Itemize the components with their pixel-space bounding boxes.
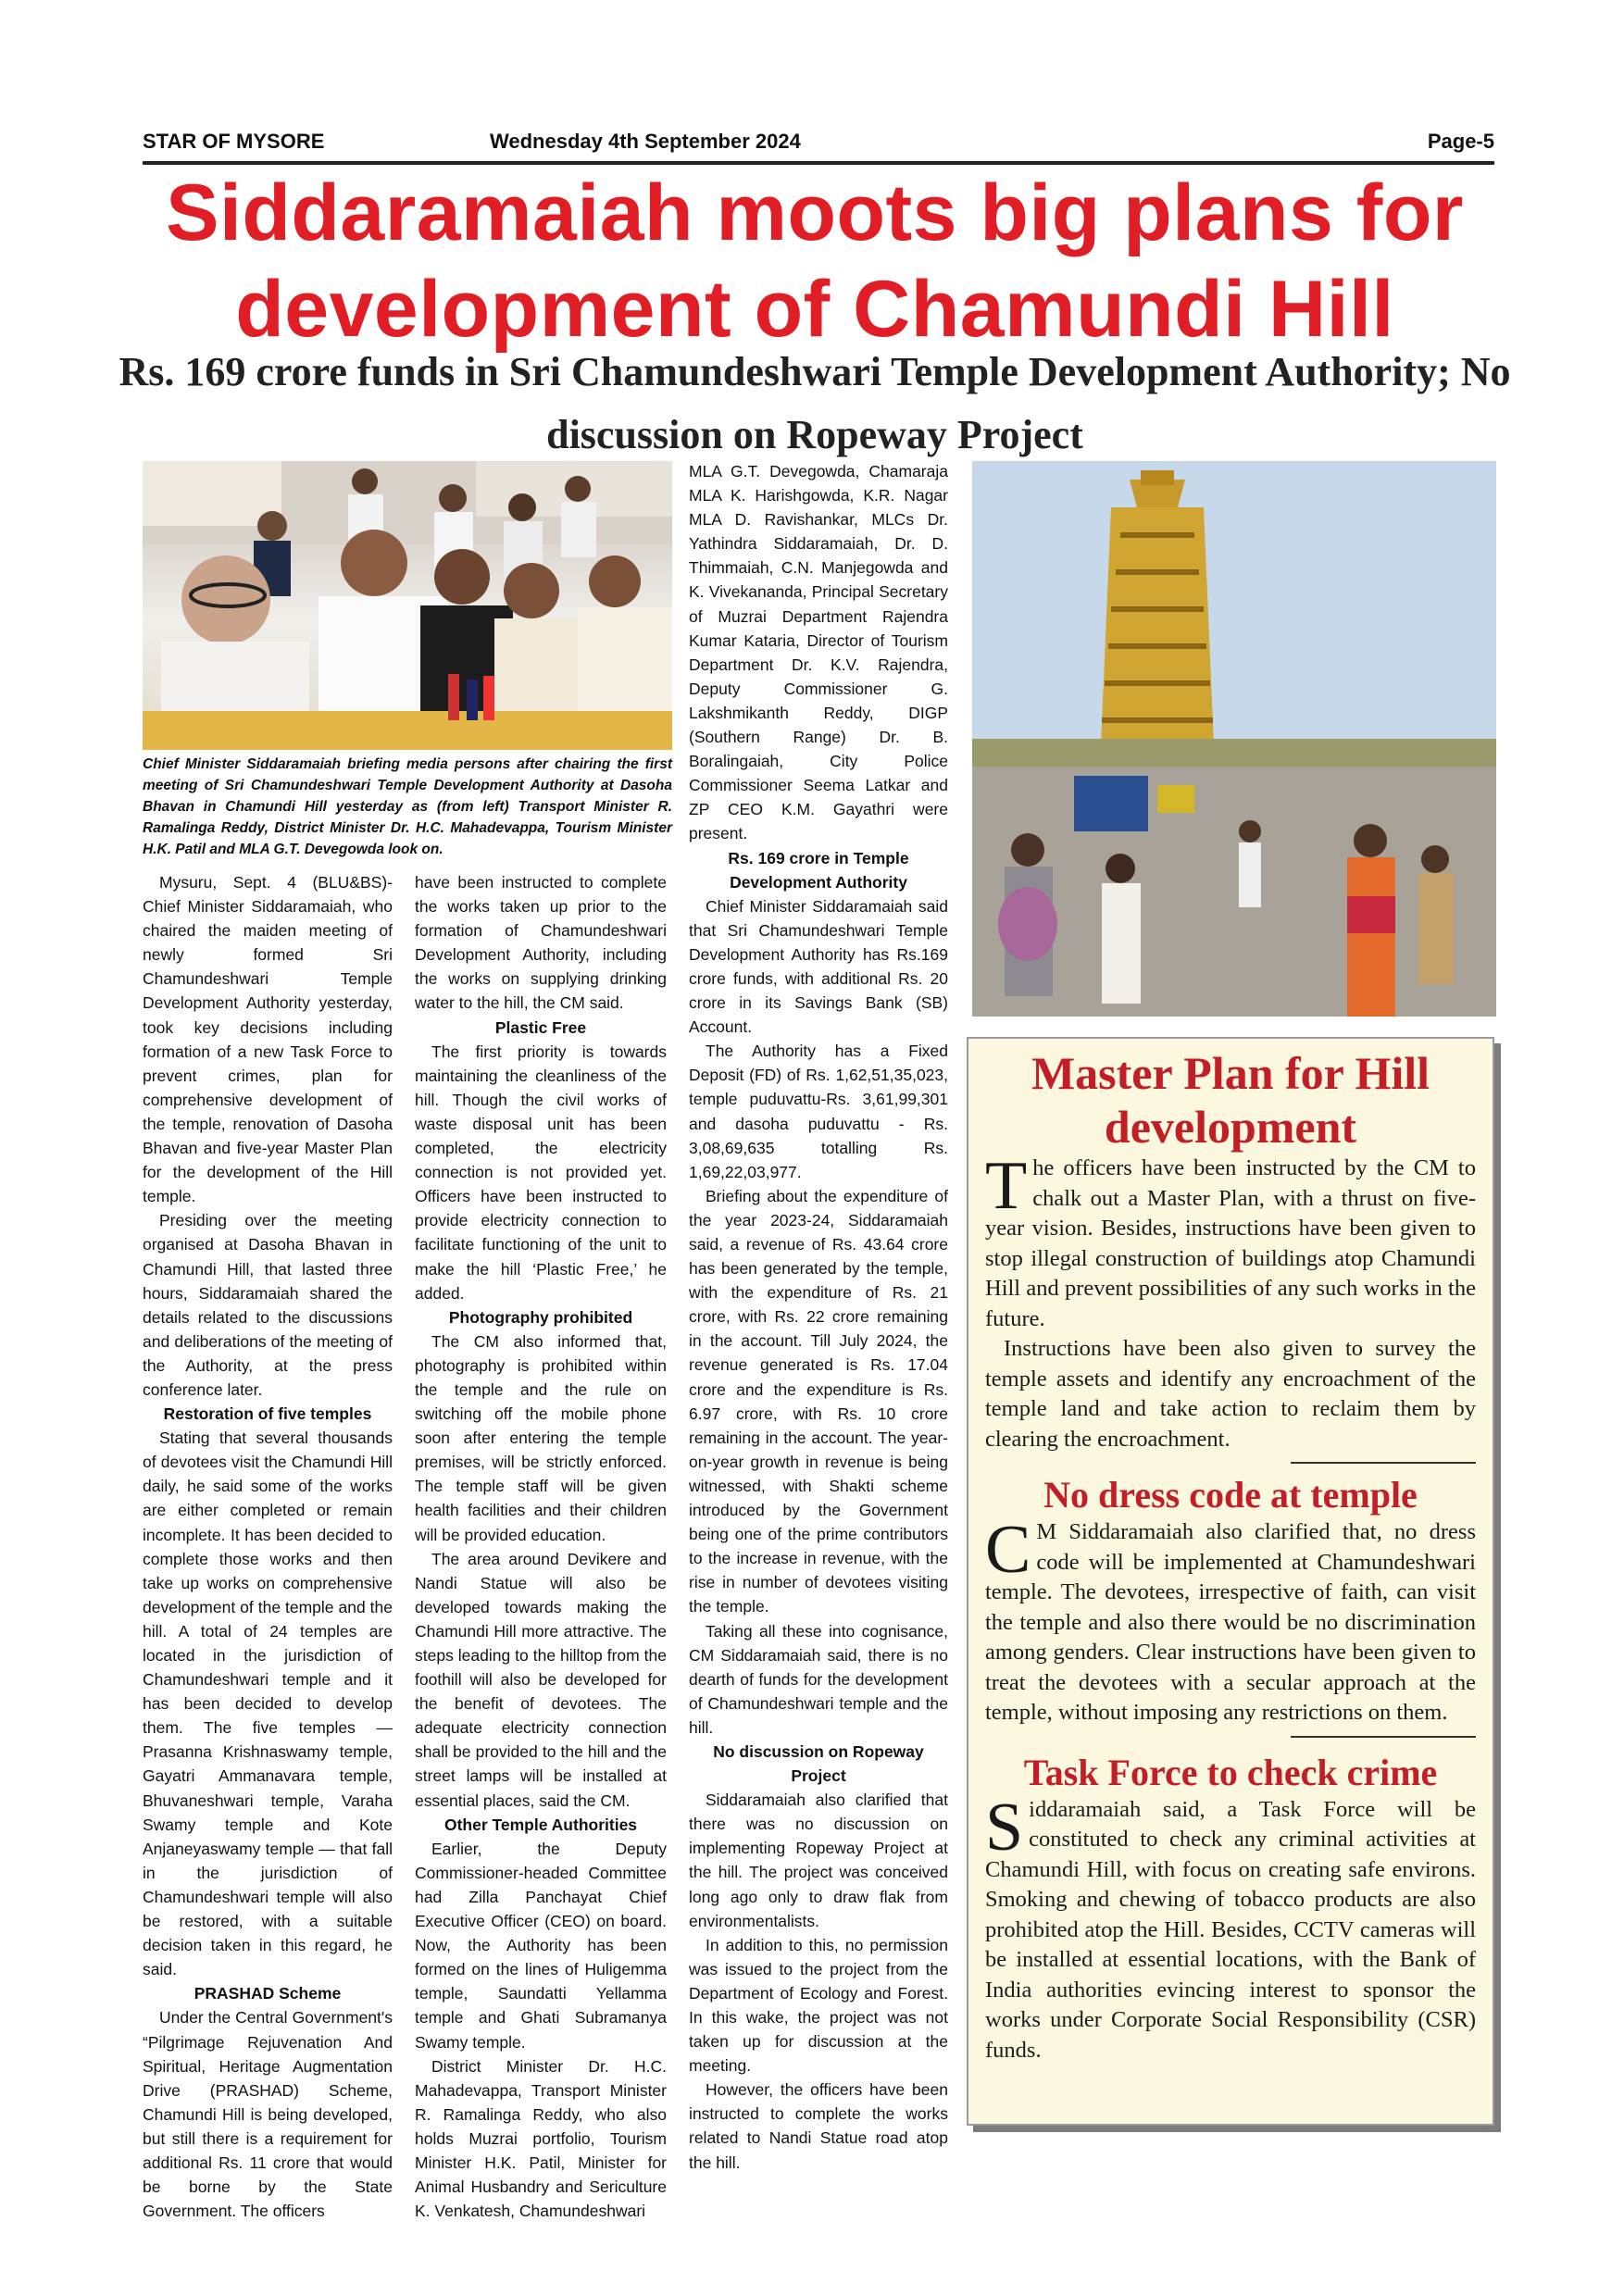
section-heading: Rs. 169 crore in Temple Development Authority xyxy=(728,848,909,892)
sidebar-title-task-force: Task Force to check crime xyxy=(1023,1751,1438,1793)
article-column-1 xyxy=(143,870,393,2223)
paragraph: The Authority has a Fixed Deposit (FD) of Rs. 1,62,51,35,023, temple puduvattu-Rs. 3,61,99,301 and dasoha puduvattu - Rs. 3,08,69,635 totalling Rs. 1,69,22,03,977. xyxy=(689,1042,948,1181)
paragraph: Mysuru, Sept. 4 (BLU&BS)- Chief Minister Siddaramaiah, who chaired the maiden meeting of newly formed Sri Chamundeshwari Temple Development Authority yesterday, took key decisions including formation of a new Task Force to prevent crimes, plan for comprehensive development of the temple, renovation of Dasoha Bhavan and five-year Master Plan for the development of the Hill temple. xyxy=(143,873,393,1206)
sidebar-title-dress-code: No dress code at temple xyxy=(1043,1474,1418,1516)
drop-cap: C xyxy=(985,1512,1031,1588)
section-heading: Photography prohibited xyxy=(448,1307,633,1327)
sidebar-box xyxy=(967,1037,1494,2126)
subheadline: Rs. 169 crore funds in Sri Chamundeshwari Temple Development Authority; No discussion on Ropeway Project xyxy=(119,349,1511,457)
paragraph: have been instructed to complete the works taken up prior to the formation of Chamundeshwari Development Authority, including the works on supplying drinking water to the hill, the CM said. xyxy=(415,873,667,1013)
paragraph: District Minister Dr. H.C. Mahadevappa, Transport Minister R. Ramalinga Reddy, who also holds Muzrai portfolio, Tourism Minister H.K. Patil, Minister for Animal Husbandry and Sericulture K. Venkatesh, Chamundeshwari xyxy=(415,2056,667,2221)
paragraph: Siddaramaiah also clarified that there was no discussion on implementing Ropeway Project at the hill. The project was conceived long ago only to draw flak from environmentalists. xyxy=(689,1791,948,1930)
section-heading: Restoration of five temples xyxy=(163,1404,372,1424)
paragraph-text: iddaramaiah said, a Task Force will be constituted to check any criminal activities at Chamundi Hill, with focus on creating safe environs. Smoking and chewing of tobacco products are also prohibited atop the Hill. Besides, CCTV cameras will be installed at essential locations, with the Bank of India authorities evincing interest to sponsor the works under Corporate Social Responsibility (CSR) funds. xyxy=(985,1796,1476,2063)
paragraph-text: M Siddaramaiah also clarified that, no dress code will be implemented at Chamundeshwari temple. The devotees, irrespective of faith, can visit the temple and also there would be no discrimination among genders. Clear instructions have been given to treat the devotees with a secular approach at the temple, without imposing any restrictions on them. xyxy=(985,1519,1476,1725)
sidebar-paragraph xyxy=(985,1789,1476,2066)
temple-gopuram-illustration xyxy=(972,461,1496,1017)
paragraph: Under the Central Government's “Pilgrimage Rejuvenation And Spiritual, Heritage Augmentation Drive (PRASHAD) Scheme, Chamundi Hill is being developed, but still there is a requirement for additional Rs. 11 crore that would be borne by the State Government. The officers xyxy=(143,2008,393,2221)
issue-date: Wednesday 4th September 2024 xyxy=(490,130,801,153)
drop-cap: T xyxy=(985,1148,1028,1224)
paragraph: Taking all these into cognisance, CM Siddaramaiah said, there is no dearth of funds for the development of Chamundeshwari temple and the hill. xyxy=(689,1621,948,1737)
paragraph: Chief Minister Siddaramaiah said that Sri Chamundeshwari Temple Development Authority has Rs.169 crore funds, with additional Rs. 20 crore in its Savings Bank (SB) Account. xyxy=(689,896,948,1037)
headline: Siddaramaiah moots big plans for development of Chamundi Hill xyxy=(166,168,1464,354)
paragraph: MLA G.T. Devegowda, Chamaraja MLA K. Harishgowda, K.R. Nagar MLA D. Ravishankar, MLCs Dr. Yathindra Siddaramaiah, Dr. D. Thimmaiah, C.N. Manjegowda and K. Vivekananda, Principal Secretary of Muzrai Department Rajendra Kumar Kataria, Director of Tourism Department Dr. K.V. Rajendra, Deputy Commissioner G. Lakshmikanth Reddy, DIGP (Southern Range) Dr. B. Boralingaiah, City Police Commissioner Seema Latkar and ZP CEO K.M. Gayathri were present. xyxy=(689,462,948,843)
page-number: Page-5 xyxy=(1427,130,1494,153)
paragraph: Presiding over the meeting organised at Dasoha Bhavan in Chamundi Hill, that lasted three hours, Siddaramaiah shared the details related to the discussions and deliberations of the meeting of the Authority, at the press conference later. xyxy=(143,1211,393,1399)
divider xyxy=(1291,1462,1476,1464)
article-column-2 xyxy=(415,870,667,2223)
section-heading: No discussion on Ropeway Project xyxy=(713,1741,924,1786)
photo-caption: Chief Minister Siddaramaiah briefing media persons after chairing the first meeting of Sri Chamundeshwari Temple Development Authority at Dasoha Bhavan in Chamundi Hill yesterday as (from left) Transport Minister R. Ramalinga Reddy, District Minister Dr. H.C. Mahadevappa, Tourism Minister H.K. Patil and MLA G.T. Devegowda look on. xyxy=(143,756,672,857)
paragraph: Earlier, the Deputy Commissioner-headed Committee had Zilla Panchayat Chief Executive Officer (CEO) on board. Now, the Authority has been formed on the lines of Huligemma temple, Saundatti Yellamma temple and Ghati Subramanya Swamy temple. xyxy=(415,1839,667,2052)
paragraph: The first priority is towards maintaining the cleanliness of the hill. Though the civil works of waste disposal unit has been completed, the electricity connection is not provided yet. Officers have been instructed to provide electricity connection to facilitate functioning of the unit to make the hill ‘Plastic Free,’ he added. xyxy=(415,1042,667,1303)
article-column-3 xyxy=(689,459,948,2175)
newspaper-name: STAR OF MYSORE xyxy=(143,130,325,153)
paragraph: However, the officers have been instructed to complete the works related to Nandi Statue road atop the hill. xyxy=(689,2080,948,2172)
sidebar-paragraph: Instructions have been also given to survey the temple assets and identify any encroachment of the temple land and take action to reclaim them by clearing the encroachment. xyxy=(985,1336,1476,1452)
divider xyxy=(1291,1736,1476,1738)
drop-cap: S xyxy=(985,1789,1024,1866)
sidebar-title-master-plan: Master Plan for Hill development xyxy=(1031,1047,1430,1153)
sidebar-paragraph xyxy=(985,1512,1476,1728)
section-heading: Plastic Free xyxy=(494,1017,587,1037)
press-conference-photo xyxy=(143,461,672,750)
paragraph: Briefing about the expenditure of the year 2023-24, Siddaramaiah said, a revenue of Rs. 43.64 crore has been generated by the temple, with the expenditure of Rs. 21 crore, with Rs. 22 crore remaining in the account. Till July 2024, the revenue generated is Rs. 17.04 crore and the expenditure is Rs. 6.97 crore, with Rs. 10 crore remaining in the account. The year-on-year growth in revenue is being witnessed, with Shakti scheme introduced by the Government being one of the prime contributors to the increase in revenue, with the rise in number of devotees visiting the temple. xyxy=(689,1186,948,1616)
press-conference-illustration xyxy=(143,461,672,750)
paragraph: The area around Devikere and Nandi Statue will also be developed towards making the Chamundi Hill more attractive. The steps leading to the hilltop from the foothill will also be developed for the benefit of devotees. The adequate electricity connection shall be provided to the hill and the street lamps will be installed at essential places, said the CM. xyxy=(415,1549,667,1810)
paragraph: The CM also informed that, photography is prohibited within the temple and the rule on switching off the mobile phone soon after entering the temple premises, will be strictly enforced. The temple staff will be given health facilities and their children will be provided education. xyxy=(415,1331,667,1544)
paragraph: In addition to this, no permission was issued to the project from the Department of Ecology and Forest. In this wake, the project was not taken up for discussion at the meeting. xyxy=(689,1935,948,2076)
paragraph: Stating that several thousands of devotees visit the Chamundi Hill daily, he said some of the works are either completed or remain incomplete. It has been decided to complete those works and then take up works on comprehensive development of the temple and the hill. A total of 24 temples are located in the jurisdiction of Chamundeshwari temple and it has been decided to develop them. The five temples — Prasanna Krishnaswamy temple, Gayatri Ammanavara temple, Bhuvaneshwari temple, Varaha Swamy temple and Kote Anjaneyaswamy temple — that fall in the jurisdiction of Chamundeshwari temple will also be restored, with a suitable decision taken in this regard, he said. xyxy=(143,1429,393,1979)
section-heading: PRASHAD Scheme xyxy=(194,1984,342,2003)
section-heading: Other Temple Authorities xyxy=(443,1815,638,1834)
masthead xyxy=(143,130,1494,165)
temple-photo xyxy=(972,461,1496,1017)
paragraph-text: he officers have been instructed by the CM to chalk out a Master Plan, with a thrust on five-year vision. Besides, instructions have been given to stop illegal construction of buildings atop Chamundi Hill and prevent possibilities of any such works in the future. xyxy=(985,1155,1476,1331)
sidebar-paragraph xyxy=(985,1148,1476,1334)
